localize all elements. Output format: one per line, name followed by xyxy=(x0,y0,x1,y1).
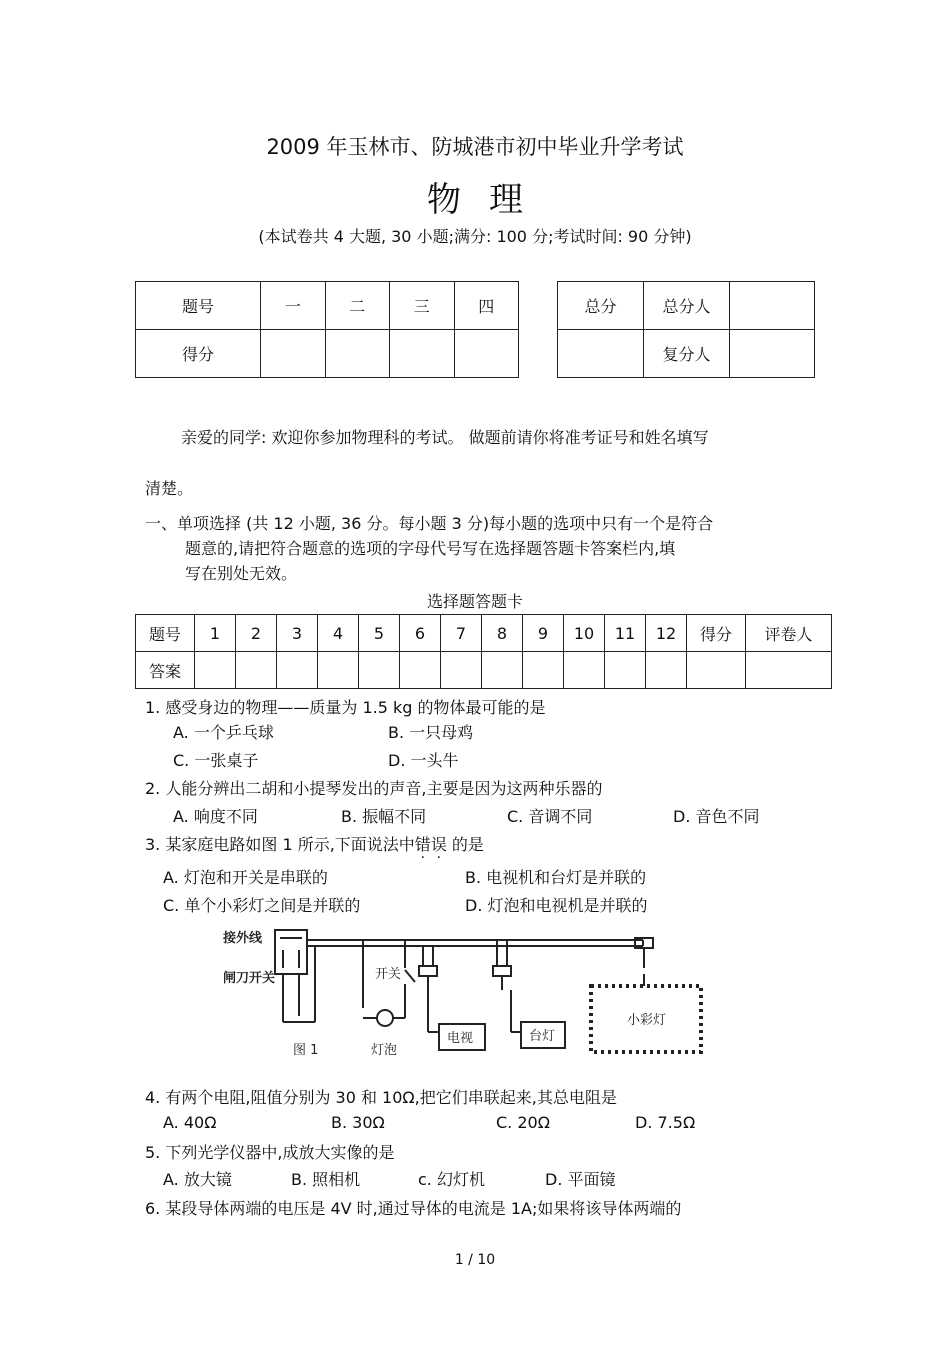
q5-stem: 5. 下列光学仪器中,成放大实像的是 xyxy=(145,1143,395,1162)
score-row-label: 得分 xyxy=(136,330,261,378)
q3-option-d: D. 灯泡和电视机是并联的 xyxy=(465,896,648,915)
answer-card-header: 题号 xyxy=(136,615,195,652)
score-table xyxy=(135,281,519,378)
q5-option-a: A. 放大镜 xyxy=(163,1170,232,1189)
score-blank-cell xyxy=(261,330,325,378)
answer-cell xyxy=(359,652,400,689)
q5-option-c: c. 幻灯机 xyxy=(418,1170,485,1189)
answer-cell xyxy=(687,652,746,689)
score-blank-cell xyxy=(454,330,519,378)
q2-option-a: A. 响度不同 xyxy=(173,807,258,826)
answer-cell xyxy=(236,652,277,689)
fig-label-knife-switch: 闸刀开关 xyxy=(223,971,276,986)
answer-cell xyxy=(400,652,441,689)
score-header-cell: 二 xyxy=(325,282,389,330)
score-blank-cell xyxy=(325,330,389,378)
intro-line-2: 清楚。 xyxy=(145,479,194,498)
fig-label-outer-line: 接外线 xyxy=(223,931,263,946)
summarizer-label: 总分人 xyxy=(644,282,730,330)
answer-card-header: 3 xyxy=(277,615,318,652)
q6-stem: 6. 某段导体两端的电压是 4V 时,通过导体的电流是 1A;如果将该导体两端的 xyxy=(145,1199,682,1218)
q2-stem: 2. 人能分辨出二胡和小提琴发出的声音,主要是因为这两种乐器的 xyxy=(145,779,603,798)
answer-card-header: 8 xyxy=(482,615,523,652)
section1-line-1: 一、单项选择 (共 12 小题, 36 分。每小题 3 分)每小题的选项中只有一个是符合 xyxy=(145,514,714,533)
subject-char-2: 理 xyxy=(489,180,523,220)
answer-cell xyxy=(605,652,646,689)
fig-label-lamp: 台灯 xyxy=(529,1029,556,1044)
answer-cell xyxy=(441,652,482,689)
q3-stem-emphasis-2: 误 xyxy=(430,835,447,854)
score-header-cell: 题号 xyxy=(136,282,261,330)
answer-card-header: 5 xyxy=(359,615,400,652)
answer-card-header: 2 xyxy=(236,615,277,652)
q3-stem xyxy=(145,832,484,855)
subject-title xyxy=(0,172,950,221)
reviewer-label: 复分人 xyxy=(644,330,730,378)
q3-option-b: B. 电视机和台灯是并联的 xyxy=(465,868,647,887)
q4-option-b: B. 30Ω xyxy=(331,1113,385,1132)
answer-cell xyxy=(746,652,832,689)
page-number: 1 / 10 xyxy=(454,1252,496,1268)
q3-stem-pre: 3. 某家庭电路如图 1 所示,下面说法中 xyxy=(145,835,415,854)
answer-cell xyxy=(523,652,564,689)
q1-option-c: C. 一张桌子 xyxy=(173,751,259,770)
subject-char-1: 物 xyxy=(427,180,461,220)
answer-card-header: 1 xyxy=(195,615,236,652)
answer-cell xyxy=(195,652,236,689)
total-label: 总分 xyxy=(558,282,644,330)
answer-card-header: 9 xyxy=(523,615,564,652)
q1-option-b: B. 一只母鸡 xyxy=(388,723,474,742)
answer-cell xyxy=(318,652,359,689)
answer-row-label: 答案 xyxy=(136,652,195,689)
answer-card-table xyxy=(135,614,832,689)
answer-card-header: 6 xyxy=(400,615,441,652)
fig-label-figure-number: 图 1 xyxy=(293,1043,319,1058)
q5-option-d: D. 平面镜 xyxy=(545,1170,616,1189)
answer-card-header: 4 xyxy=(318,615,359,652)
answer-card-header: 得分 xyxy=(687,615,746,652)
answer-card-header: 12 xyxy=(646,615,687,652)
q4-stem: 4. 有两个电阻,阻值分别为 30 和 10Ω,把它们串联起来,其总电阻是 xyxy=(145,1088,617,1107)
fig-label-string-lights: 小彩灯 xyxy=(627,1013,667,1028)
intro-line-1: 亲爱的同学: 欢迎你参加物理科的考试。 做题前请你将准考证号和姓名填写 xyxy=(181,428,709,447)
exam-title: 2009 年玉林市、防城港市初中毕业升学考试 xyxy=(266,135,684,159)
total-blank xyxy=(558,330,644,378)
total-score-table xyxy=(557,281,815,378)
section1-line-3: 写在别处无效。 xyxy=(185,564,298,583)
section1-line-2: 题意的,请把符合题意的选项的字母代号写在选择题答题卡答案栏内,填 xyxy=(185,539,676,558)
score-header-cell: 三 xyxy=(390,282,454,330)
q3-option-c: C. 单个小彩灯之间是并联的 xyxy=(163,896,361,915)
figure-1-circuit xyxy=(215,920,715,1070)
q5-option-b: B. 照相机 xyxy=(291,1170,361,1189)
answer-card-header: 7 xyxy=(441,615,482,652)
exam-subtitle: (本试卷共 4 大题, 30 小题;满分: 100 分;考试时间: 90 分钟) xyxy=(258,227,692,246)
q4-option-c: C. 20Ω xyxy=(496,1113,550,1132)
answer-cell xyxy=(646,652,687,689)
answer-card-header: 10 xyxy=(564,615,605,652)
q4-option-a: A. 40Ω xyxy=(163,1113,217,1132)
q2-option-d: D. 音色不同 xyxy=(673,807,760,826)
q3-stem-post: 的是 xyxy=(446,835,484,854)
fig-label-bulb: 灯泡 xyxy=(371,1043,398,1058)
q1-stem: 1. 感受身边的物理——质量为 1.5 kg 的物体最可能的是 xyxy=(145,698,546,717)
answer-cell xyxy=(564,652,605,689)
fig-label-switch: 开关 xyxy=(375,967,402,982)
q1-option-d: D. 一头牛 xyxy=(388,751,459,770)
summarizer-blank xyxy=(730,282,815,330)
score-blank-cell xyxy=(390,330,454,378)
reviewer-blank xyxy=(730,330,815,378)
score-header-cell: 四 xyxy=(454,282,519,330)
q1-option-a: A. 一个乒乓球 xyxy=(173,723,274,742)
fig-label-tv: 电视 xyxy=(447,1031,474,1046)
q2-option-c: C. 音调不同 xyxy=(507,807,593,826)
answer-card-caption: 选择题答题卡 xyxy=(426,592,523,611)
score-header-cell: 一 xyxy=(261,282,325,330)
q4-option-d: D. 7.5Ω xyxy=(635,1113,696,1132)
q3-stem-emphasis-1: 错 xyxy=(414,835,431,854)
answer-cell xyxy=(277,652,318,689)
q2-option-b: B. 振幅不同 xyxy=(341,807,427,826)
q3-option-a: A. 灯泡和开关是串联的 xyxy=(163,868,328,887)
answer-cell xyxy=(482,652,523,689)
answer-card-header: 11 xyxy=(605,615,646,652)
answer-card-header: 评卷人 xyxy=(746,615,832,652)
